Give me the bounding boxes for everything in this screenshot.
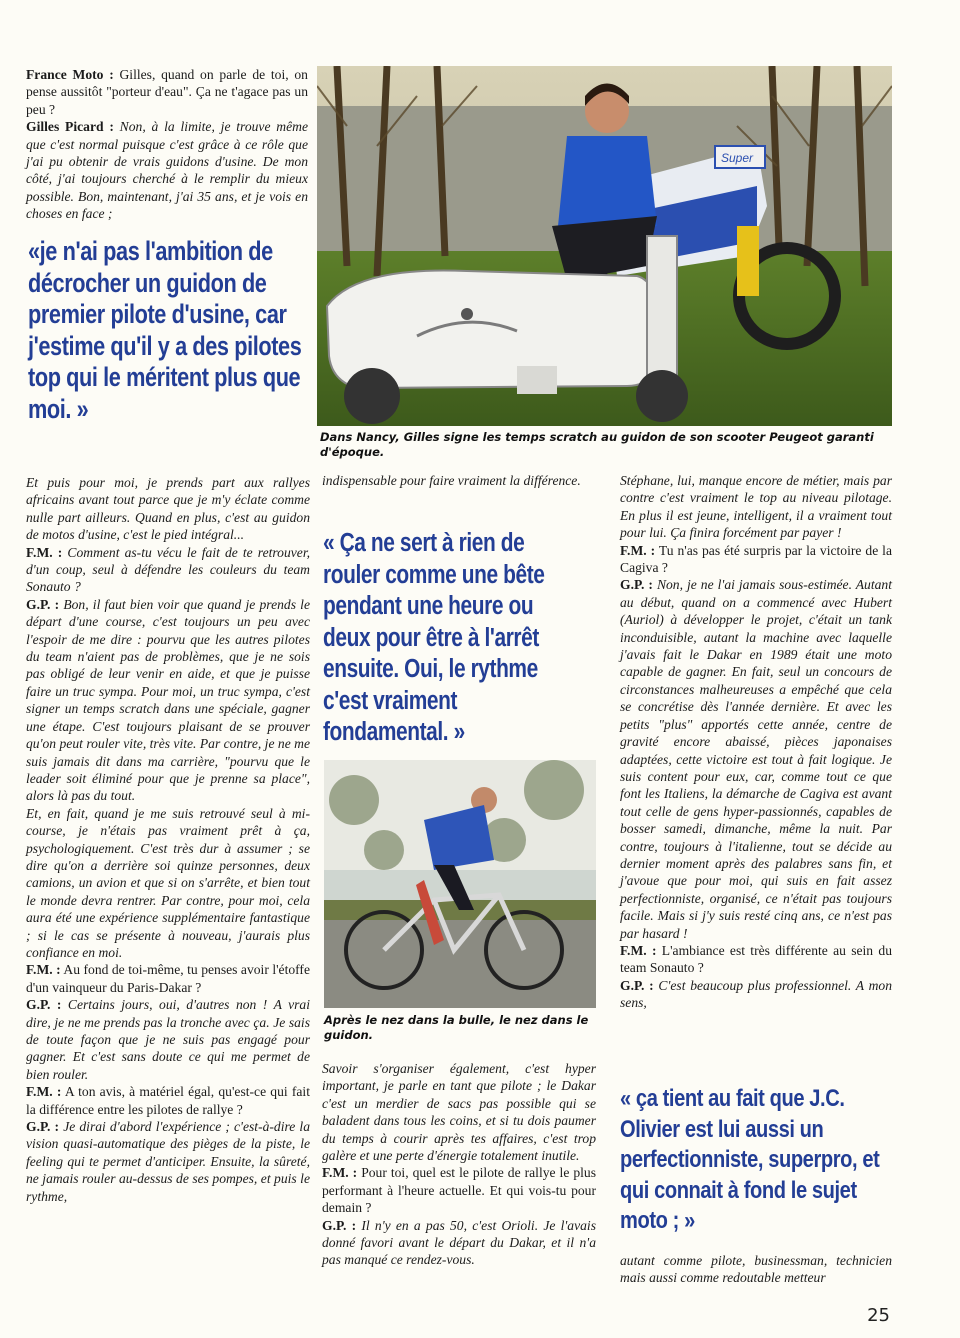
answer-text: Bon, il faut bien voir que quand je prends le départ d'une course, c'est toujours un peu avec l'espoir de me dire : pourvu que les autres pilotes du team n'aient pas de problèmes, que je ne sois pas obligé de leur venir en aide, et que je puisse faire un truc sympa. Pour moi, un truc sympa, c'est signer un temps scratch dans une spéciale, gagner une étape. C'est toujours plaisant de se prouver qu'on peut rouler vite, très vite. Par contre, je ne me suis jamais dit dans ma carrière, "pourvu que le leader soit éliminé pour que je prenne sa place", alors là pas du tout. bbox=[26, 596, 310, 804]
answer-text: Je dirai d'abord l'expérience ; c'est-à-dire la vision quasi-automatique des pièges de la piste, le feeling qui te permet d'anticiper. Ensuite, la sûreté, ne jamais rouler au-dessus de ses pompes, et puis le rythme, bbox=[26, 1119, 310, 1204]
col2-bottom-text bbox=[322, 1060, 596, 1269]
speaker-gp: G.P. : bbox=[322, 1217, 357, 1233]
paragraph: Et puis pour moi, je prends part aux rallyes africains avant tout parce que je m'y éclate comme nulle part ailleurs. Quand en plus, c'est au guidon de motos d'usine, c'est le pied intégral... bbox=[26, 475, 310, 543]
question-text: L'ambiance est très différente au sein du team Sonauto ? bbox=[620, 942, 892, 976]
speaker-fm: France Moto : bbox=[26, 67, 114, 82]
page-number: 25 bbox=[867, 1305, 890, 1326]
pull-quote-3: « ça tient au fait que J.C. Olivier est lui aussi un perfectionniste, superpro, et qui connait à fond le sujet moto ; » bbox=[620, 1085, 880, 1234]
question-text: Comment as-tu vécu le fait de te retrouver, d'un coup, seul à défendre les couleurs du team Sonauto ? bbox=[26, 544, 311, 595]
paragraph: Savoir s'organiser également, c'est hyper important, je parle en tant que pilote ; le Dakar c'est un merdier de sacs pas possible qui se baladent dans tous les coins, et si tu dois paumer du temps à courir après tes affaires, c'est trop galère et une perte d'énergie totalement inutile. bbox=[322, 1061, 596, 1164]
answer-text: Certains jours, oui, d'autres non ! A vrai dire, je ne me prends pas la tronche avec ça. Je sais de toute façon que je ne suis pas engagé pour gagner. Et c'est sans doute ce qui me permet de bien rouler. bbox=[26, 997, 310, 1082]
answer-text: Il n'y en a pas 50, c'est Orioli. Je l'avais donné favori avant le départ du Dakar, et il n'a pas manqué ce rendez-vous. bbox=[322, 1217, 596, 1268]
speaker-gp: Gilles Picard : bbox=[26, 119, 114, 135]
paragraph: autant comme pilote, businessman, technicien mais aussi comme redoutable metteur bbox=[620, 1253, 892, 1286]
col3-text bbox=[620, 472, 892, 1012]
photo-cyclist-caption: Après le nez dans la bulle, le nez dans le guidon. bbox=[324, 1013, 589, 1042]
pull-quote-1: «je n'ai pas l'ambition de décrocher un guidon de premier pilote d'usine, car j'estime qu'il y a des pilotes top qui le méritent plus que moi. » bbox=[28, 236, 302, 424]
col1-text bbox=[26, 474, 310, 1205]
photo-cyclist-image bbox=[324, 760, 596, 1008]
pull-quote-2: « Ça ne sert à rien de rouler comme une bête pendant une heure ou deux pour être à l'arrêt ensuite. Oui, le rythme c'est vraiment fondamental. » bbox=[323, 529, 545, 746]
speaker-gp: G.P. : bbox=[620, 977, 654, 993]
col2-top-text bbox=[322, 472, 594, 489]
speaker-fm: F.M. : bbox=[322, 1165, 358, 1181]
paragraph: indispensable pour faire vraiment la différence. bbox=[322, 473, 581, 488]
answer-text: Non, à la limite, je trouve même que c'est normal puisque c'est grâce à ce rôle que j'ai pu obtenir de vrais guidons d'usine. De mon côté, j'ai toujours cherché à le remplir du mieux possible. Bon, maintenant, j'ai 35 ans, et je vois en choses en face ; bbox=[26, 119, 309, 222]
paragraph: Et, en fait, quand je me suis retrouvé seul à mi-course, je n'étais pas vraiment prêt à ça, psychologiquement. C'est très dur à assumer ; se dire qu'on a derrière soi quinze personnes, deux camions, un avion et que si on s'arrête, et bien tout le monde devra rentrer. Par contre, pour moi, cela aura été une expérience supplémentaire fantastique ; si le cas se présente à nouveau, j'aurais plus confiance en moi. bbox=[26, 805, 310, 960]
speaker-fm: F.M. : bbox=[620, 942, 657, 958]
question-text: Gilles, quand on parle de toi, on pense aussitôt "porteur d'eau". Ça ne t'agace pas un peu ? bbox=[26, 67, 308, 117]
speaker-gp: G.P. : bbox=[26, 596, 60, 612]
bike-sticker-text: Super bbox=[721, 151, 754, 165]
question-text: Pour toi, quel est le pilote de rallye le plus performant à l'heure actuelle. Et qui vois-tu pour demain ? bbox=[322, 1165, 597, 1216]
photo-scooter-caption: Dans Nancy, Gilles signe les temps scratch au guidon de son scooter Peugeot garanti d'époque. bbox=[320, 430, 874, 459]
speaker-fm: F.M. : bbox=[26, 544, 63, 560]
answer-text: Non, je ne l'ai jamais sous-estimée. Autant au début, quand on a commencé avec Hubert (Auriol) à développer le projet, c'était un tank inconduisible, autant la machine avec laquelle j'avais fait le Dakar en 1989 était une moto capable de gagner. En fait, seul un concours de circonstances malheureuses a empêché que cela se concrétise dès l'année dernière. Et avec les petits "plus" apportés cette année, centre de gravité encore abaissé, pièces japonaises adaptées, cette victoire est tout à fait logique. Je suis content pour eux, car, comme tout ce que font les Italiens, la démarche de Cagiva est avant tout celle de gens hyper-passionnés, capables de bosser samedi, dimanche, même la nuit. Par contre, toujours à l'italienne, tout se décide au dernier moment après des palabres sans fin, et j'avoue que pour moi, qui suis en fait assez perfectionniste, organisé, ce n'était pas toujours facile. Mais si j'y suis resté cinq ans, ce n'est pas par hasard ! bbox=[620, 577, 892, 941]
speaker-fm: F.M. : bbox=[620, 542, 656, 558]
speaker-gp: G.P. : bbox=[26, 1119, 60, 1135]
question-text: Tu n'as pas été surpris par la victoire de la Cagiva ? bbox=[620, 542, 892, 576]
photo-scooter bbox=[317, 66, 892, 426]
photo-scooter-image bbox=[317, 66, 892, 426]
answer-text: C'est beaucoup plus professionnel. A mon sens, bbox=[620, 977, 892, 1011]
speaker-gp: G.P. : bbox=[26, 997, 62, 1013]
speaker-gp: G.P. : bbox=[620, 577, 653, 593]
photo-cyclist bbox=[324, 760, 596, 1008]
speaker-fm: F.M. : bbox=[26, 962, 61, 978]
col3-bottom-text bbox=[620, 1252, 892, 1287]
paragraph: Stéphane, lui, manque encore de métier, mais par contre c'est vraiment le top au niveau pilotage. En plus il est jeune, intelligent, il a vraiment tout pour lui. Ça finira forcément par payer ! bbox=[620, 473, 892, 541]
question-text: A ton avis, à matériel égal, qu'est-ce qui fait la différence entre les pilotes de rallye ? bbox=[26, 1084, 310, 1117]
speaker-fm: F.M. : bbox=[26, 1084, 62, 1100]
question-text: Au fond de toi-même, tu penses avoir l'étoffe d'un vainqueur du Paris-Dakar ? bbox=[26, 962, 310, 995]
col1-top-text bbox=[26, 66, 308, 223]
